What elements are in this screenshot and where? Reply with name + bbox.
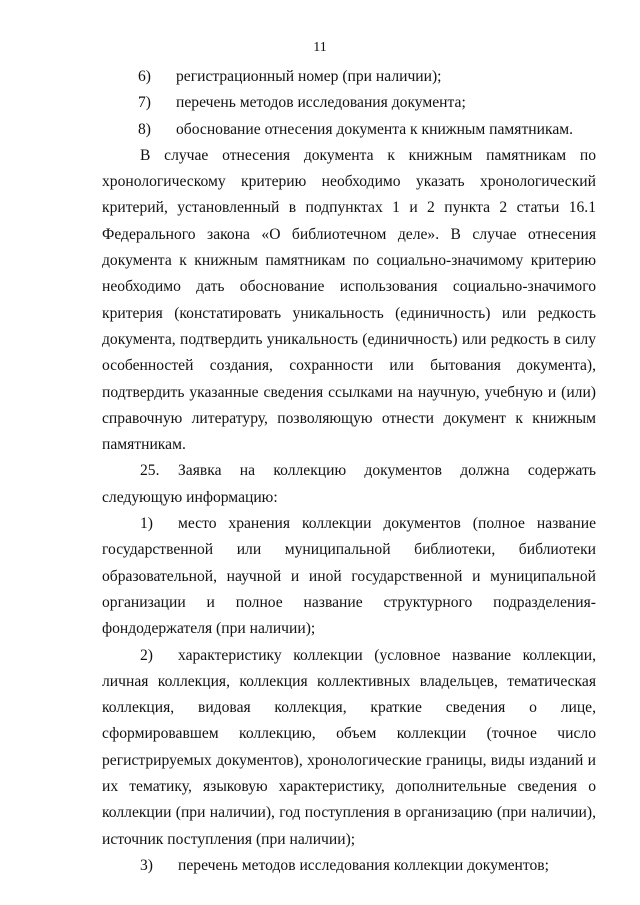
list-item-number: 6)	[138, 68, 151, 85]
list-item-text: место хранения коллекции документов (полное название государственной или муниципальной библиотеки, библиотеки образовательной, научной и иной государственной и муниципальной организации и полное название структурного подразделения-фондодержателя (при наличии);	[102, 515, 596, 638]
page-number: 11	[313, 40, 327, 55]
paragraph-monument-criteria: В случае отнесения документа к книжным памятникам по хронологическому критерию необходимо указать хронологический критерий, установленный в подпунктах 1 и 2 пункта 2 статьи 16.1 Федерального закона «О библиотечном деле». В случае отнесения документа к книжным памятникам по социально-значимому критерию необходимо дать обоснование использования социально-значимого критерия (констатировать уникальность (единичность) или редкость документа, подтвердить уникальность (единичность) или редкость в силу особенностей создания, сохранности или бытования документа), подтвердить указанные сведения ссылками на научную, учебную и (или) справочную литературу, позволяющую отнести документ к книжным памятникам.	[102, 146, 596, 454]
collection-item-2	[102, 643, 596, 853]
list-item-text: регистрационный номер (при наличии);	[176, 68, 442, 85]
list-item-8	[102, 117, 596, 143]
list-item-6	[102, 64, 596, 90]
list-item-text: характеристику коллекции (условное название коллекции, личная коллекция, коллекция коллективных владельцев, тематическая коллекция, видовая коллекция, краткие сведения о лице, сформировавшем коллекцию, объем коллекции (точное число регистрируемых документов), хронологические границы, виды изданий и их тематику, языковую характеристику, дополнительные сведения о коллекции (при наличии), год поступления в организацию (при наличии), источник поступления (при наличии);	[102, 646, 596, 848]
list-item-number: 8)	[138, 120, 151, 138]
list-item-number: 1)	[140, 515, 153, 533]
document-body	[102, 64, 596, 879]
collection-item-3	[102, 853, 596, 879]
list-item-text: обоснование отнесения документа к книжным памятникам.	[176, 120, 574, 138]
list-item-text: перечень методов исследования документа;	[176, 94, 466, 112]
list-item-text: перечень методов исследования коллекции документов;	[178, 856, 549, 874]
section-25	[102, 458, 596, 511]
list-item-number: 3)	[140, 856, 153, 874]
section-number: 25.	[140, 462, 160, 480]
collection-item-1	[102, 511, 596, 642]
section-text: Заявка на коллекцию документов должна содержать следующую информацию:	[102, 462, 596, 506]
list-item-7	[102, 90, 596, 116]
list-item-number: 7)	[138, 94, 151, 112]
list-item-number: 2)	[140, 646, 153, 664]
